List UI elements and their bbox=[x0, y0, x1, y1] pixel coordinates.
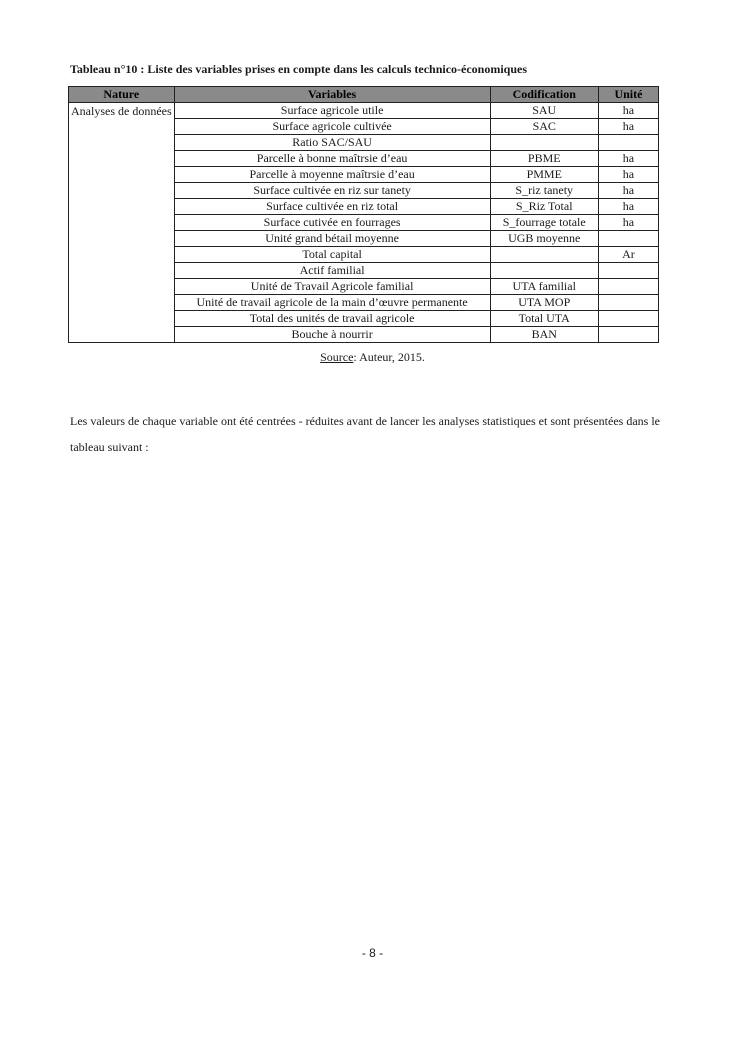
code-cell: UTA MOP bbox=[490, 295, 598, 311]
variable-cell: Total capital bbox=[174, 247, 490, 263]
unit-cell: ha bbox=[598, 103, 658, 119]
unit-cell: ha bbox=[598, 183, 658, 199]
source-label: Source bbox=[320, 350, 354, 364]
code-cell: BAN bbox=[490, 327, 598, 343]
body-paragraph: Les valeurs de chaque variable ont été centrées - réduites avant de lancer les analyses statistiques et sont présentées dans le tableau suivant : bbox=[70, 414, 660, 454]
header-codification: Codification bbox=[490, 87, 598, 103]
code-cell: S_riz tanety bbox=[490, 183, 598, 199]
source-text: : Auteur, 2015. bbox=[353, 350, 425, 364]
variable-cell: Total des unités de travail agricole bbox=[174, 311, 490, 327]
variable-cell: Surface cutivée en fourrages bbox=[174, 215, 490, 231]
unit-cell bbox=[598, 263, 658, 279]
variable-cell: Parcelle à moyenne maîtrsie d’eau bbox=[174, 167, 490, 183]
unit-cell bbox=[598, 327, 658, 343]
variable-cell: Actif familial bbox=[174, 263, 490, 279]
code-cell: S_fourrage totale bbox=[490, 215, 598, 231]
variable-cell: Surface cultivée en riz total bbox=[174, 199, 490, 215]
variable-cell: Unité de travail agricole de la main d’œuvre permanente bbox=[174, 295, 490, 311]
code-cell: UGB moyenne bbox=[490, 231, 598, 247]
table-source bbox=[0, 350, 745, 365]
variable-cell: Surface agricole utile bbox=[174, 103, 490, 119]
variable-cell: Unité de Travail Agricole familial bbox=[174, 279, 490, 295]
unit-cell bbox=[598, 295, 658, 311]
code-cell bbox=[490, 135, 598, 151]
unit-cell: ha bbox=[598, 119, 658, 135]
unit-cell bbox=[598, 135, 658, 151]
variable-cell: Unité grand bétail moyenne bbox=[174, 231, 490, 247]
code-cell: SAC bbox=[490, 119, 598, 135]
code-cell: SAU bbox=[490, 103, 598, 119]
header-unite: Unité bbox=[598, 87, 658, 103]
code-cell: S_Riz Total bbox=[490, 199, 598, 215]
code-cell: Total UTA bbox=[490, 311, 598, 327]
variable-cell: Bouche à nourrir bbox=[174, 327, 490, 343]
variable-cell: Parcelle à bonne maîtrsie d’eau bbox=[174, 151, 490, 167]
unit-cell bbox=[598, 311, 658, 327]
code-cell: PBME bbox=[490, 151, 598, 167]
page-number: - 8 - bbox=[361, 946, 384, 960]
variables-table bbox=[68, 86, 659, 343]
unit-cell: ha bbox=[598, 151, 658, 167]
table-header-row bbox=[69, 87, 659, 103]
unit-cell: Ar bbox=[598, 247, 658, 263]
unit-cell: ha bbox=[598, 167, 658, 183]
variable-cell: Surface agricole cultivée bbox=[174, 119, 490, 135]
code-cell: UTA familial bbox=[490, 279, 598, 295]
variable-cell: Ratio SAC/SAU bbox=[174, 135, 490, 151]
unit-cell: ha bbox=[598, 199, 658, 215]
code-cell bbox=[490, 263, 598, 279]
variable-cell: Surface cultivée en riz sur tanety bbox=[174, 183, 490, 199]
header-variables: Variables bbox=[174, 87, 490, 103]
unit-cell: ha bbox=[598, 215, 658, 231]
table-row bbox=[69, 103, 659, 119]
code-cell bbox=[490, 247, 598, 263]
unit-cell bbox=[598, 279, 658, 295]
nature-cell: Analyses de données bbox=[69, 103, 175, 343]
header-nature: Nature bbox=[69, 87, 175, 103]
unit-cell bbox=[598, 231, 658, 247]
code-cell: PMME bbox=[490, 167, 598, 183]
table-caption: Tableau n°10 : Liste des variables prises en compte dans les calculs technico-économiques bbox=[70, 62, 528, 76]
